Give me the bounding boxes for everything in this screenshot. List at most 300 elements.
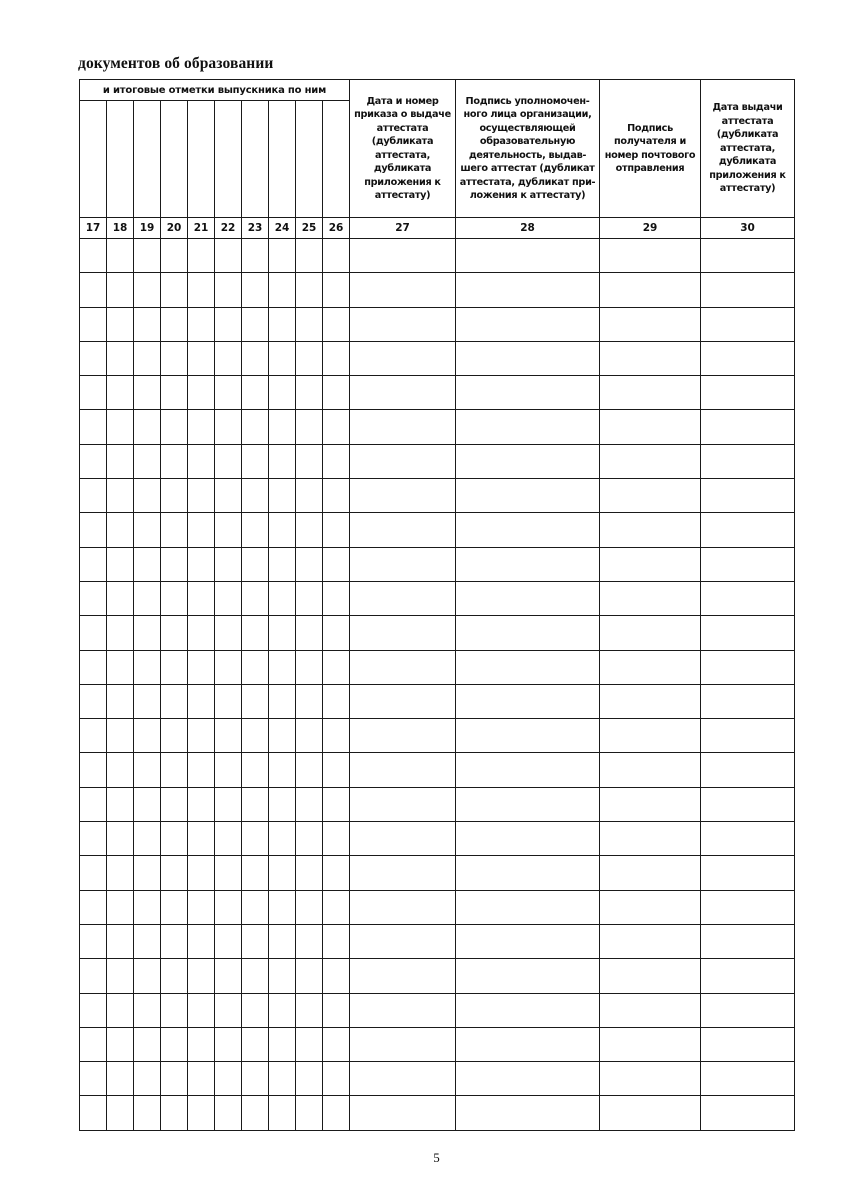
table-cell[interactable] xyxy=(80,239,107,273)
table-cell[interactable] xyxy=(323,650,350,684)
table-cell[interactable] xyxy=(161,444,188,478)
table-cell[interactable] xyxy=(215,753,242,787)
table-cell[interactable] xyxy=(269,341,296,375)
table-cell[interactable] xyxy=(80,993,107,1027)
table-cell[interactable] xyxy=(701,581,795,615)
table-cell[interactable] xyxy=(215,856,242,890)
table-cell[interactable] xyxy=(134,581,161,615)
table-cell[interactable] xyxy=(107,1062,134,1096)
table-cell[interactable] xyxy=(600,787,701,821)
table-cell[interactable] xyxy=(269,513,296,547)
table-cell[interactable] xyxy=(269,822,296,856)
table-cell[interactable] xyxy=(161,341,188,375)
table-cell[interactable] xyxy=(350,479,456,513)
table-cell[interactable] xyxy=(134,1096,161,1130)
table-cell[interactable] xyxy=(80,444,107,478)
table-cell[interactable] xyxy=(600,959,701,993)
table-cell[interactable] xyxy=(456,307,600,341)
table-cell[interactable] xyxy=(188,513,215,547)
table-cell[interactable] xyxy=(80,1096,107,1130)
table-cell[interactable] xyxy=(600,993,701,1027)
table-cell[interactable] xyxy=(161,890,188,924)
table-cell[interactable] xyxy=(188,822,215,856)
table-cell[interactable] xyxy=(600,856,701,890)
table-cell[interactable] xyxy=(600,581,701,615)
table-cell[interactable] xyxy=(107,787,134,821)
table-cell[interactable] xyxy=(242,924,269,958)
table-cell[interactable] xyxy=(242,341,269,375)
table-cell[interactable] xyxy=(323,753,350,787)
table-cell[interactable] xyxy=(161,376,188,410)
table-cell[interactable] xyxy=(188,1096,215,1130)
table-cell[interactable] xyxy=(296,650,323,684)
table-cell[interactable] xyxy=(242,307,269,341)
table-cell[interactable] xyxy=(80,787,107,821)
table-cell[interactable] xyxy=(600,1062,701,1096)
table-cell[interactable] xyxy=(269,616,296,650)
table-cell[interactable] xyxy=(296,581,323,615)
table-cell[interactable] xyxy=(350,239,456,273)
table-cell[interactable] xyxy=(161,924,188,958)
table-cell[interactable] xyxy=(215,444,242,478)
table-cell[interactable] xyxy=(350,1027,456,1061)
table-cell[interactable] xyxy=(134,307,161,341)
table-cell[interactable] xyxy=(215,239,242,273)
table-cell[interactable] xyxy=(701,444,795,478)
table-cell[interactable] xyxy=(215,616,242,650)
table-cell[interactable] xyxy=(296,856,323,890)
table-cell[interactable] xyxy=(134,890,161,924)
table-cell[interactable] xyxy=(161,856,188,890)
table-cell[interactable] xyxy=(350,273,456,307)
table-cell[interactable] xyxy=(350,856,456,890)
table-cell[interactable] xyxy=(701,1062,795,1096)
table-cell[interactable] xyxy=(456,787,600,821)
table-cell[interactable] xyxy=(80,376,107,410)
table-cell[interactable] xyxy=(188,581,215,615)
table-cell[interactable] xyxy=(600,616,701,650)
table-cell[interactable] xyxy=(600,410,701,444)
table-cell[interactable] xyxy=(242,993,269,1027)
table-cell[interactable] xyxy=(350,547,456,581)
table-cell[interactable] xyxy=(161,993,188,1027)
table-cell[interactable] xyxy=(456,616,600,650)
table-cell[interactable] xyxy=(296,993,323,1027)
table-cell[interactable] xyxy=(242,616,269,650)
table-cell[interactable] xyxy=(456,993,600,1027)
table-cell[interactable] xyxy=(456,719,600,753)
table-cell[interactable] xyxy=(296,513,323,547)
table-cell[interactable] xyxy=(350,924,456,958)
table-cell[interactable] xyxy=(701,547,795,581)
table-cell[interactable] xyxy=(242,822,269,856)
table-cell[interactable] xyxy=(296,239,323,273)
table-cell[interactable] xyxy=(107,616,134,650)
table-cell[interactable] xyxy=(350,376,456,410)
table-cell[interactable] xyxy=(269,581,296,615)
table-cell[interactable] xyxy=(107,993,134,1027)
table-cell[interactable] xyxy=(80,616,107,650)
table-cell[interactable] xyxy=(323,1027,350,1061)
table-cell[interactable] xyxy=(134,1027,161,1061)
table-cell[interactable] xyxy=(161,787,188,821)
table-cell[interactable] xyxy=(215,684,242,718)
table-cell[interactable] xyxy=(323,444,350,478)
table-cell[interactable] xyxy=(242,444,269,478)
table-cell[interactable] xyxy=(350,1096,456,1130)
table-cell[interactable] xyxy=(134,753,161,787)
table-cell[interactable] xyxy=(296,753,323,787)
table-cell[interactable] xyxy=(80,307,107,341)
table-cell[interactable] xyxy=(600,444,701,478)
table-cell[interactable] xyxy=(134,410,161,444)
table-cell[interactable] xyxy=(188,856,215,890)
table-cell[interactable] xyxy=(350,616,456,650)
table-cell[interactable] xyxy=(701,787,795,821)
table-cell[interactable] xyxy=(323,719,350,753)
table-cell[interactable] xyxy=(107,753,134,787)
table-cell[interactable] xyxy=(269,753,296,787)
table-cell[interactable] xyxy=(701,684,795,718)
table-cell[interactable] xyxy=(323,1096,350,1130)
table-cell[interactable] xyxy=(323,684,350,718)
table-cell[interactable] xyxy=(323,924,350,958)
table-cell[interactable] xyxy=(161,719,188,753)
table-cell[interactable] xyxy=(296,890,323,924)
table-cell[interactable] xyxy=(80,719,107,753)
table-cell[interactable] xyxy=(161,581,188,615)
table-cell[interactable] xyxy=(296,341,323,375)
table-cell[interactable] xyxy=(323,513,350,547)
table-cell[interactable] xyxy=(188,376,215,410)
table-cell[interactable] xyxy=(161,753,188,787)
table-cell[interactable] xyxy=(215,924,242,958)
table-cell[interactable] xyxy=(701,1096,795,1130)
table-cell[interactable] xyxy=(600,719,701,753)
table-cell[interactable] xyxy=(215,787,242,821)
table-cell[interactable] xyxy=(107,684,134,718)
table-cell[interactable] xyxy=(296,1027,323,1061)
table-cell[interactable] xyxy=(350,719,456,753)
table-cell[interactable] xyxy=(242,273,269,307)
table-cell[interactable] xyxy=(80,1062,107,1096)
table-cell[interactable] xyxy=(80,753,107,787)
table-cell[interactable] xyxy=(456,547,600,581)
table-cell[interactable] xyxy=(188,479,215,513)
table-cell[interactable] xyxy=(188,684,215,718)
table-cell[interactable] xyxy=(242,890,269,924)
table-cell[interactable] xyxy=(215,650,242,684)
table-cell[interactable] xyxy=(350,307,456,341)
table-cell[interactable] xyxy=(350,650,456,684)
table-cell[interactable] xyxy=(188,616,215,650)
table-cell[interactable] xyxy=(215,581,242,615)
table-cell[interactable] xyxy=(456,410,600,444)
table-cell[interactable] xyxy=(456,753,600,787)
table-cell[interactable] xyxy=(296,719,323,753)
table-cell[interactable] xyxy=(701,479,795,513)
table-cell[interactable] xyxy=(134,924,161,958)
table-cell[interactable] xyxy=(456,959,600,993)
table-cell[interactable] xyxy=(350,787,456,821)
table-cell[interactable] xyxy=(269,719,296,753)
table-cell[interactable] xyxy=(456,513,600,547)
table-cell[interactable] xyxy=(161,1062,188,1096)
table-cell[interactable] xyxy=(215,410,242,444)
table-cell[interactable] xyxy=(350,753,456,787)
table-cell[interactable] xyxy=(600,341,701,375)
table-cell[interactable] xyxy=(456,376,600,410)
table-cell[interactable] xyxy=(456,1062,600,1096)
table-cell[interactable] xyxy=(600,307,701,341)
table-cell[interactable] xyxy=(188,753,215,787)
table-cell[interactable] xyxy=(323,239,350,273)
table-cell[interactable] xyxy=(242,1027,269,1061)
table-cell[interactable] xyxy=(456,341,600,375)
table-cell[interactable] xyxy=(242,479,269,513)
table-cell[interactable] xyxy=(188,1027,215,1061)
table-cell[interactable] xyxy=(269,444,296,478)
table-cell[interactable] xyxy=(134,1062,161,1096)
table-cell[interactable] xyxy=(188,307,215,341)
table-cell[interactable] xyxy=(134,273,161,307)
table-cell[interactable] xyxy=(600,1096,701,1130)
table-cell[interactable] xyxy=(215,719,242,753)
table-cell[interactable] xyxy=(161,822,188,856)
table-cell[interactable] xyxy=(701,273,795,307)
table-cell[interactable] xyxy=(323,890,350,924)
table-cell[interactable] xyxy=(456,444,600,478)
table-cell[interactable] xyxy=(456,1096,600,1130)
table-cell[interactable] xyxy=(323,307,350,341)
table-cell[interactable] xyxy=(161,273,188,307)
table-cell[interactable] xyxy=(456,890,600,924)
table-cell[interactable] xyxy=(107,341,134,375)
table-cell[interactable] xyxy=(134,547,161,581)
table-cell[interactable] xyxy=(215,1096,242,1130)
table-cell[interactable] xyxy=(134,856,161,890)
table-cell[interactable] xyxy=(456,684,600,718)
table-cell[interactable] xyxy=(350,993,456,1027)
table-cell[interactable] xyxy=(701,239,795,273)
table-cell[interactable] xyxy=(701,959,795,993)
table-cell[interactable] xyxy=(323,787,350,821)
table-cell[interactable] xyxy=(188,547,215,581)
table-cell[interactable] xyxy=(215,1062,242,1096)
table-cell[interactable] xyxy=(701,410,795,444)
table-cell[interactable] xyxy=(296,1062,323,1096)
table-cell[interactable] xyxy=(107,924,134,958)
table-cell[interactable] xyxy=(701,1027,795,1061)
table-cell[interactable] xyxy=(242,1096,269,1130)
table-cell[interactable] xyxy=(600,513,701,547)
table-cell[interactable] xyxy=(215,822,242,856)
table-cell[interactable] xyxy=(456,856,600,890)
table-cell[interactable] xyxy=(215,513,242,547)
table-cell[interactable] xyxy=(107,479,134,513)
table-cell[interactable] xyxy=(323,341,350,375)
table-cell[interactable] xyxy=(107,1027,134,1061)
table-cell[interactable] xyxy=(296,410,323,444)
table-cell[interactable] xyxy=(215,993,242,1027)
table-cell[interactable] xyxy=(701,513,795,547)
table-cell[interactable] xyxy=(296,547,323,581)
table-cell[interactable] xyxy=(80,273,107,307)
table-cell[interactable] xyxy=(350,822,456,856)
table-cell[interactable] xyxy=(350,581,456,615)
table-cell[interactable] xyxy=(188,890,215,924)
table-cell[interactable] xyxy=(456,239,600,273)
table-cell[interactable] xyxy=(188,719,215,753)
table-cell[interactable] xyxy=(107,547,134,581)
table-cell[interactable] xyxy=(296,924,323,958)
table-cell[interactable] xyxy=(600,376,701,410)
table-cell[interactable] xyxy=(323,1062,350,1096)
table-cell[interactable] xyxy=(323,581,350,615)
table-cell[interactable] xyxy=(161,650,188,684)
table-cell[interactable] xyxy=(80,684,107,718)
table-cell[interactable] xyxy=(350,444,456,478)
table-cell[interactable] xyxy=(134,787,161,821)
table-cell[interactable] xyxy=(188,410,215,444)
table-cell[interactable] xyxy=(323,410,350,444)
table-cell[interactable] xyxy=(215,1027,242,1061)
table-cell[interactable] xyxy=(269,890,296,924)
table-cell[interactable] xyxy=(161,479,188,513)
table-cell[interactable] xyxy=(323,273,350,307)
table-cell[interactable] xyxy=(323,959,350,993)
table-cell[interactable] xyxy=(323,856,350,890)
table-cell[interactable] xyxy=(242,547,269,581)
table-cell[interactable] xyxy=(456,1027,600,1061)
table-cell[interactable] xyxy=(269,650,296,684)
table-cell[interactable] xyxy=(242,856,269,890)
table-cell[interactable] xyxy=(296,1096,323,1130)
table-cell[interactable] xyxy=(269,959,296,993)
table-cell[interactable] xyxy=(600,650,701,684)
table-cell[interactable] xyxy=(107,581,134,615)
table-cell[interactable] xyxy=(188,273,215,307)
table-cell[interactable] xyxy=(134,444,161,478)
table-cell[interactable] xyxy=(80,410,107,444)
table-cell[interactable] xyxy=(456,924,600,958)
table-cell[interactable] xyxy=(323,993,350,1027)
table-cell[interactable] xyxy=(188,1062,215,1096)
table-cell[interactable] xyxy=(134,479,161,513)
table-cell[interactable] xyxy=(323,376,350,410)
table-cell[interactable] xyxy=(215,376,242,410)
table-cell[interactable] xyxy=(323,479,350,513)
table-cell[interactable] xyxy=(134,616,161,650)
table-cell[interactable] xyxy=(134,993,161,1027)
table-cell[interactable] xyxy=(161,239,188,273)
table-cell[interactable] xyxy=(269,547,296,581)
table-cell[interactable] xyxy=(80,1027,107,1061)
table-cell[interactable] xyxy=(80,479,107,513)
table-cell[interactable] xyxy=(456,650,600,684)
table-cell[interactable] xyxy=(323,616,350,650)
table-cell[interactable] xyxy=(456,581,600,615)
table-cell[interactable] xyxy=(215,273,242,307)
table-cell[interactable] xyxy=(269,1096,296,1130)
table-cell[interactable] xyxy=(242,376,269,410)
table-cell[interactable] xyxy=(188,924,215,958)
table-cell[interactable] xyxy=(242,719,269,753)
table-cell[interactable] xyxy=(269,239,296,273)
table-cell[interactable] xyxy=(600,239,701,273)
table-cell[interactable] xyxy=(296,376,323,410)
table-cell[interactable] xyxy=(188,993,215,1027)
table-cell[interactable] xyxy=(296,822,323,856)
table-cell[interactable] xyxy=(269,856,296,890)
table-cell[interactable] xyxy=(350,684,456,718)
table-cell[interactable] xyxy=(161,959,188,993)
table-cell[interactable] xyxy=(296,959,323,993)
table-cell[interactable] xyxy=(107,822,134,856)
table-cell[interactable] xyxy=(161,1096,188,1130)
table-cell[interactable] xyxy=(600,822,701,856)
table-cell[interactable] xyxy=(350,1062,456,1096)
table-cell[interactable] xyxy=(242,787,269,821)
table-cell[interactable] xyxy=(80,650,107,684)
table-cell[interactable] xyxy=(323,547,350,581)
table-cell[interactable] xyxy=(600,547,701,581)
table-cell[interactable] xyxy=(161,513,188,547)
table-cell[interactable] xyxy=(296,787,323,821)
table-cell[interactable] xyxy=(188,959,215,993)
table-cell[interactable] xyxy=(269,924,296,958)
table-cell[interactable] xyxy=(456,479,600,513)
table-cell[interactable] xyxy=(107,376,134,410)
table-cell[interactable] xyxy=(107,239,134,273)
table-cell[interactable] xyxy=(134,684,161,718)
table-cell[interactable] xyxy=(296,273,323,307)
table-cell[interactable] xyxy=(80,822,107,856)
table-cell[interactable] xyxy=(188,787,215,821)
table-cell[interactable] xyxy=(701,993,795,1027)
table-cell[interactable] xyxy=(134,239,161,273)
table-cell[interactable] xyxy=(107,650,134,684)
table-cell[interactable] xyxy=(269,273,296,307)
table-cell[interactable] xyxy=(600,890,701,924)
table-cell[interactable] xyxy=(269,787,296,821)
table-cell[interactable] xyxy=(80,341,107,375)
table-cell[interactable] xyxy=(107,513,134,547)
table-cell[interactable] xyxy=(134,650,161,684)
table-cell[interactable] xyxy=(107,719,134,753)
table-cell[interactable] xyxy=(188,239,215,273)
table-cell[interactable] xyxy=(134,822,161,856)
table-cell[interactable] xyxy=(242,684,269,718)
table-cell[interactable] xyxy=(269,479,296,513)
table-cell[interactable] xyxy=(600,273,701,307)
table-cell[interactable] xyxy=(161,684,188,718)
table-cell[interactable] xyxy=(215,959,242,993)
table-cell[interactable] xyxy=(134,959,161,993)
table-cell[interactable] xyxy=(269,1062,296,1096)
table-cell[interactable] xyxy=(350,341,456,375)
table-cell[interactable] xyxy=(296,444,323,478)
table-cell[interactable] xyxy=(242,753,269,787)
table-cell[interactable] xyxy=(80,581,107,615)
table-cell[interactable] xyxy=(600,924,701,958)
table-cell[interactable] xyxy=(600,479,701,513)
table-cell[interactable] xyxy=(161,307,188,341)
table-cell[interactable] xyxy=(215,307,242,341)
table-cell[interactable] xyxy=(350,959,456,993)
table-cell[interactable] xyxy=(456,273,600,307)
table-cell[interactable] xyxy=(242,410,269,444)
